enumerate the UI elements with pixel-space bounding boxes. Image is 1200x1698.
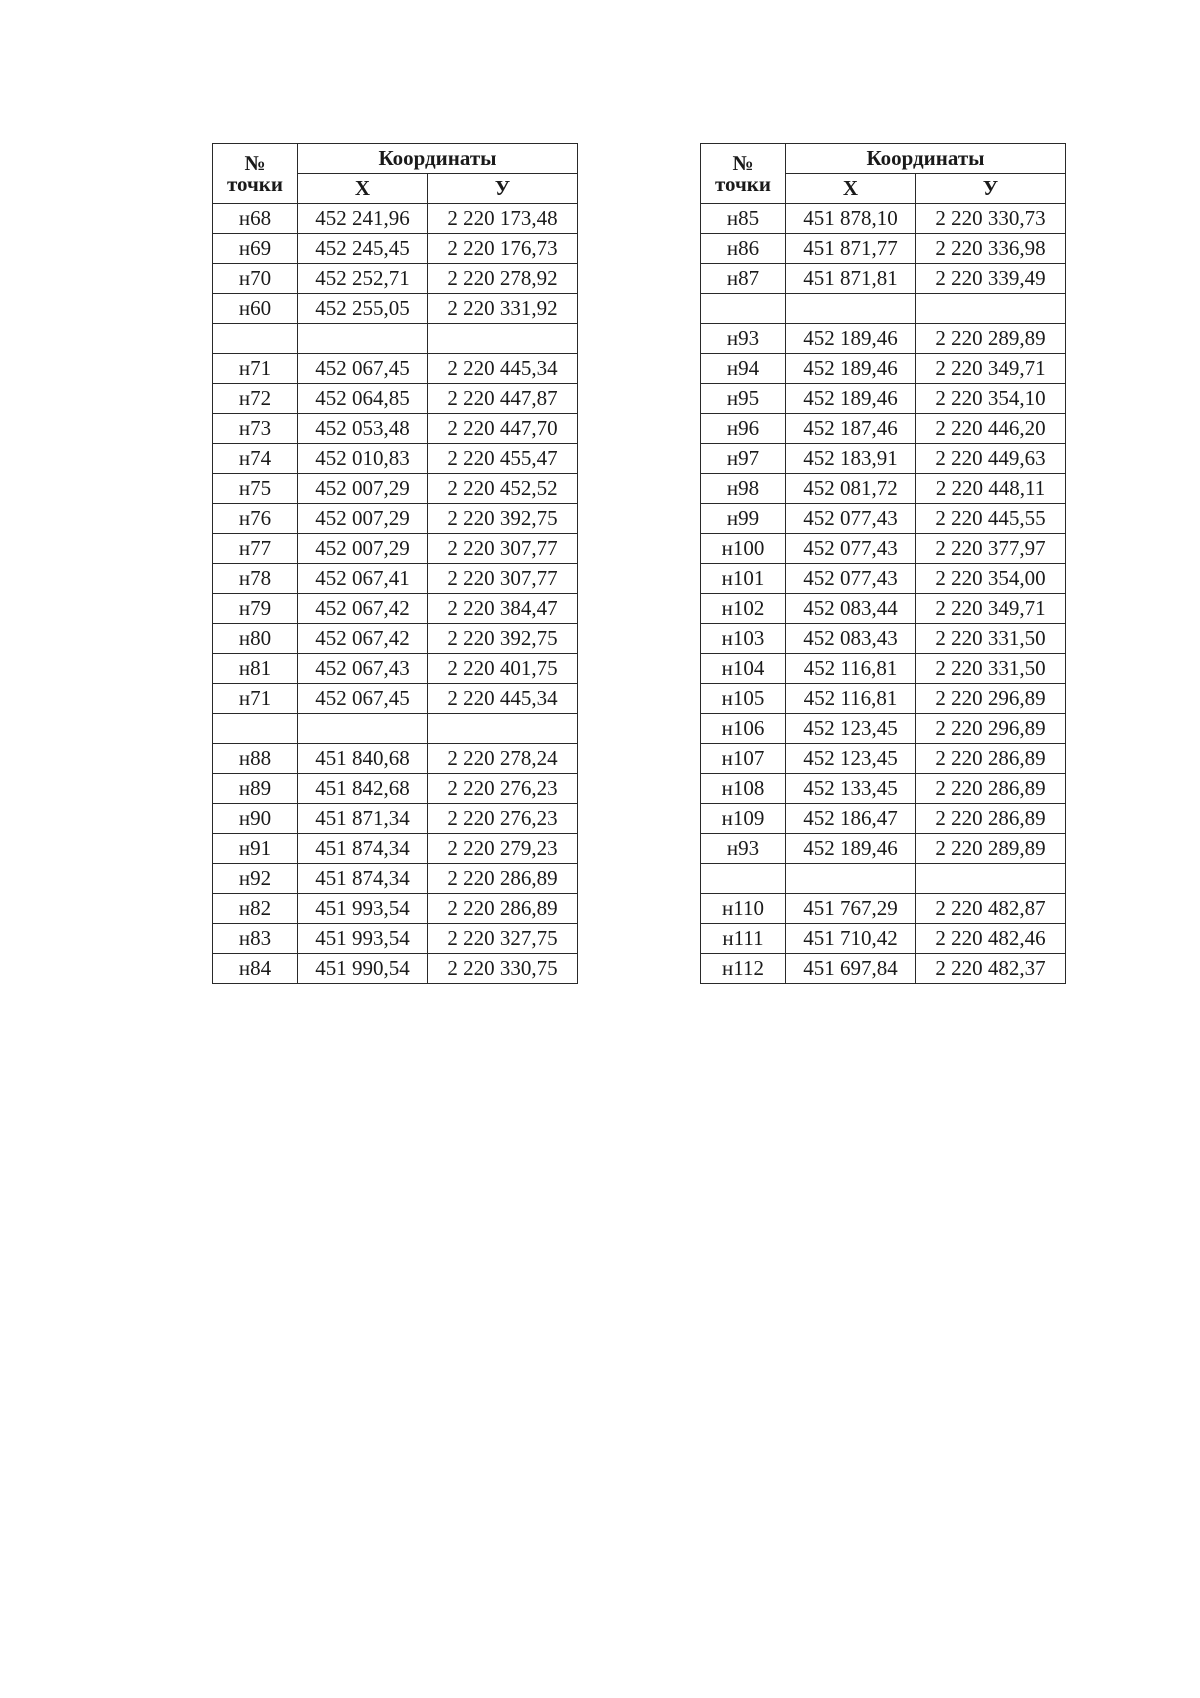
table-row (213, 654, 578, 684)
x-cell: 452 007,29 (298, 534, 428, 564)
table-row (213, 624, 578, 654)
y-cell: 2 220 279,23 (428, 834, 578, 864)
point-cell: н81 (213, 654, 298, 684)
table-row (701, 234, 1066, 264)
y-cell: 2 220 330,75 (428, 954, 578, 984)
point-cell: н112 (701, 954, 786, 984)
point-cell: н93 (701, 834, 786, 864)
x-cell: 452 116,81 (786, 684, 916, 714)
y-cell: 2 220 482,46 (916, 924, 1066, 954)
table-row (213, 804, 578, 834)
y-cell: 2 220 286,89 (916, 774, 1066, 804)
point-cell: н60 (213, 294, 298, 324)
y-cell: 2 220 377,97 (916, 534, 1066, 564)
x-cell: 451 874,34 (298, 834, 428, 864)
x-cell: 451 874,34 (298, 864, 428, 894)
x-cell: 451 871,81 (786, 264, 916, 294)
x-cell: 452 083,43 (786, 624, 916, 654)
table-row (701, 384, 1066, 414)
table-row (701, 294, 1066, 324)
x-cell: 452 241,96 (298, 204, 428, 234)
table-row (701, 624, 1066, 654)
x-cell: 452 067,42 (298, 594, 428, 624)
x-cell: 452 123,45 (786, 714, 916, 744)
point-cell: н111 (701, 924, 786, 954)
x-cell: 452 183,91 (786, 444, 916, 474)
y-cell: 2 220 327,75 (428, 924, 578, 954)
y-cell: 2 220 401,75 (428, 654, 578, 684)
header-number-sign: № (732, 150, 754, 175)
table-row (701, 324, 1066, 354)
table-row (213, 414, 578, 444)
y-cell: 2 220 445,34 (428, 354, 578, 384)
point-cell: н80 (213, 624, 298, 654)
table-row (213, 384, 578, 414)
table-row (213, 234, 578, 264)
table-row (213, 354, 578, 384)
y-cell (428, 714, 578, 744)
point-cell: н74 (213, 444, 298, 474)
table-row (701, 954, 1066, 984)
x-cell: 452 077,43 (786, 564, 916, 594)
x-cell: 452 067,45 (298, 354, 428, 384)
x-cell: 451 993,54 (298, 924, 428, 954)
y-cell: 2 220 482,37 (916, 954, 1066, 984)
x-cell: 451 767,29 (786, 894, 916, 924)
point-cell: н103 (701, 624, 786, 654)
table-row (213, 204, 578, 234)
point-cell (213, 714, 298, 744)
header-x: Х (786, 174, 916, 204)
y-cell: 2 220 307,77 (428, 564, 578, 594)
point-cell: н99 (701, 504, 786, 534)
point-cell: н69 (213, 234, 298, 264)
x-cell (298, 324, 428, 354)
table-row (213, 264, 578, 294)
point-cell: н109 (701, 804, 786, 834)
table-row (213, 834, 578, 864)
x-cell: 452 067,43 (298, 654, 428, 684)
coordinates-table-left (212, 143, 578, 984)
y-cell: 2 220 286,89 (428, 894, 578, 924)
table-row (213, 954, 578, 984)
point-cell: н85 (701, 204, 786, 234)
y-cell: 2 220 354,00 (916, 564, 1066, 594)
point-cell: н107 (701, 744, 786, 774)
point-cell: н105 (701, 684, 786, 714)
y-cell: 2 220 339,49 (916, 264, 1066, 294)
point-cell: н78 (213, 564, 298, 594)
x-cell: 451 993,54 (298, 894, 428, 924)
table-row (701, 744, 1066, 774)
point-cell: н89 (213, 774, 298, 804)
header-coordinates: Координаты (786, 144, 1066, 174)
point-cell (701, 864, 786, 894)
point-cell: н110 (701, 894, 786, 924)
point-cell: н108 (701, 774, 786, 804)
table-row (213, 924, 578, 954)
x-cell (298, 714, 428, 744)
header-coordinates: Координаты (298, 144, 578, 174)
table-row (701, 264, 1066, 294)
point-cell: н92 (213, 864, 298, 894)
point-cell: н84 (213, 954, 298, 984)
y-cell: 2 220 330,73 (916, 204, 1066, 234)
y-cell: 2 220 331,50 (916, 654, 1066, 684)
point-cell: н96 (701, 414, 786, 444)
x-cell: 452 083,44 (786, 594, 916, 624)
y-cell: 2 220 296,89 (916, 714, 1066, 744)
y-cell: 2 220 331,92 (428, 294, 578, 324)
y-cell (916, 864, 1066, 894)
y-cell: 2 220 276,23 (428, 804, 578, 834)
table-row (213, 474, 578, 504)
header-y: У (916, 174, 1066, 204)
table-row (701, 804, 1066, 834)
y-cell: 2 220 276,23 (428, 774, 578, 804)
y-cell: 2 220 455,47 (428, 444, 578, 474)
x-cell: 452 189,46 (786, 834, 916, 864)
point-cell: н75 (213, 474, 298, 504)
header-number-sign: № (244, 150, 266, 175)
point-cell: н93 (701, 324, 786, 354)
table-row (701, 444, 1066, 474)
table-row (213, 564, 578, 594)
point-cell: н87 (701, 264, 786, 294)
x-cell: 452 007,29 (298, 504, 428, 534)
x-cell: 452 081,72 (786, 474, 916, 504)
point-cell: н73 (213, 414, 298, 444)
table-row (701, 894, 1066, 924)
coordinates-table-right (700, 143, 1066, 984)
point-cell: н101 (701, 564, 786, 594)
table-row (213, 864, 578, 894)
y-cell: 2 220 173,48 (428, 204, 578, 234)
y-cell: 2 220 278,24 (428, 744, 578, 774)
y-cell: 2 220 289,89 (916, 324, 1066, 354)
table-row (213, 774, 578, 804)
y-cell (428, 324, 578, 354)
table-row (213, 534, 578, 564)
y-cell: 2 220 331,50 (916, 624, 1066, 654)
point-cell: н79 (213, 594, 298, 624)
y-cell: 2 220 354,10 (916, 384, 1066, 414)
table-row (213, 714, 578, 744)
x-cell: 452 077,43 (786, 534, 916, 564)
x-cell: 452 007,29 (298, 474, 428, 504)
point-cell: н76 (213, 504, 298, 534)
x-cell: 452 255,05 (298, 294, 428, 324)
y-cell: 2 220 445,34 (428, 684, 578, 714)
x-cell: 451 840,68 (298, 744, 428, 774)
point-cell: н102 (701, 594, 786, 624)
table-row (701, 684, 1066, 714)
table-row (701, 354, 1066, 384)
table-row (213, 324, 578, 354)
x-cell: 452 053,48 (298, 414, 428, 444)
x-cell: 452 077,43 (786, 504, 916, 534)
y-cell: 2 220 448,11 (916, 474, 1066, 504)
y-cell: 2 220 392,75 (428, 504, 578, 534)
x-cell: 452 189,46 (786, 324, 916, 354)
y-cell: 2 220 336,98 (916, 234, 1066, 264)
y-cell: 2 220 392,75 (428, 624, 578, 654)
x-cell: 451 710,42 (786, 924, 916, 954)
x-cell: 451 871,34 (298, 804, 428, 834)
x-cell: 451 697,84 (786, 954, 916, 984)
header-y: У (428, 174, 578, 204)
point-cell: н104 (701, 654, 786, 684)
x-cell: 452 245,45 (298, 234, 428, 264)
table-row (701, 654, 1066, 684)
table-row (701, 864, 1066, 894)
table-row (701, 564, 1066, 594)
point-cell: н106 (701, 714, 786, 744)
point-cell: н71 (213, 354, 298, 384)
point-cell: н95 (701, 384, 786, 414)
table-row (701, 204, 1066, 234)
table-row (701, 834, 1066, 864)
point-cell: н88 (213, 744, 298, 774)
y-cell: 2 220 307,77 (428, 534, 578, 564)
table-row (701, 474, 1066, 504)
header-point-number (213, 144, 298, 204)
x-cell: 452 067,45 (298, 684, 428, 714)
y-cell: 2 220 286,89 (428, 864, 578, 894)
x-cell: 452 010,83 (298, 444, 428, 474)
x-cell: 452 067,42 (298, 624, 428, 654)
y-cell: 2 220 482,87 (916, 894, 1066, 924)
y-cell: 2 220 447,87 (428, 384, 578, 414)
x-cell: 452 189,46 (786, 354, 916, 384)
table-body-left (213, 204, 578, 984)
y-cell: 2 220 349,71 (916, 594, 1066, 624)
point-cell (213, 324, 298, 354)
point-cell: н77 (213, 534, 298, 564)
table-row (213, 684, 578, 714)
y-cell: 2 220 176,73 (428, 234, 578, 264)
point-cell: н94 (701, 354, 786, 384)
x-cell: 452 116,81 (786, 654, 916, 684)
y-cell: 2 220 452,52 (428, 474, 578, 504)
table-row (213, 504, 578, 534)
x-cell: 452 189,46 (786, 384, 916, 414)
x-cell: 451 878,10 (786, 204, 916, 234)
table-row (213, 594, 578, 624)
y-cell: 2 220 445,55 (916, 504, 1066, 534)
x-cell: 452 064,85 (298, 384, 428, 414)
point-cell: н97 (701, 444, 786, 474)
table-row (213, 444, 578, 474)
y-cell: 2 220 296,89 (916, 684, 1066, 714)
point-cell: н90 (213, 804, 298, 834)
y-cell: 2 220 286,89 (916, 744, 1066, 774)
y-cell (916, 294, 1066, 324)
point-cell: н72 (213, 384, 298, 414)
table-row (701, 774, 1066, 804)
point-cell: н100 (701, 534, 786, 564)
point-cell: н83 (213, 924, 298, 954)
x-cell: 452 123,45 (786, 744, 916, 774)
table-row (213, 894, 578, 924)
x-cell: 452 186,47 (786, 804, 916, 834)
y-cell: 2 220 286,89 (916, 804, 1066, 834)
table-body-right (701, 204, 1066, 984)
x-cell (786, 294, 916, 324)
x-cell: 452 133,45 (786, 774, 916, 804)
x-cell: 452 067,41 (298, 564, 428, 594)
table-row (701, 924, 1066, 954)
point-cell (701, 294, 786, 324)
header-point-number (701, 144, 786, 204)
x-cell: 451 871,77 (786, 234, 916, 264)
table-row (701, 414, 1066, 444)
point-cell: н82 (213, 894, 298, 924)
point-cell: н86 (701, 234, 786, 264)
header-x: Х (298, 174, 428, 204)
y-cell: 2 220 449,63 (916, 444, 1066, 474)
x-cell: 452 187,46 (786, 414, 916, 444)
point-cell: н71 (213, 684, 298, 714)
table-row (213, 744, 578, 774)
table-row (701, 534, 1066, 564)
table-row (213, 294, 578, 324)
table-row (701, 714, 1066, 744)
y-cell: 2 220 384,47 (428, 594, 578, 624)
y-cell: 2 220 289,89 (916, 834, 1066, 864)
y-cell: 2 220 446,20 (916, 414, 1066, 444)
point-cell: н70 (213, 264, 298, 294)
point-cell: н91 (213, 834, 298, 864)
header-point-word: точки (226, 171, 284, 196)
table-row (701, 504, 1066, 534)
y-cell: 2 220 349,71 (916, 354, 1066, 384)
header-point-word: точки (714, 171, 772, 196)
x-cell: 452 252,71 (298, 264, 428, 294)
x-cell (786, 864, 916, 894)
table-row (701, 594, 1066, 624)
x-cell: 451 990,54 (298, 954, 428, 984)
point-cell: н98 (701, 474, 786, 504)
point-cell: н68 (213, 204, 298, 234)
x-cell: 451 842,68 (298, 774, 428, 804)
y-cell: 2 220 278,92 (428, 264, 578, 294)
y-cell: 2 220 447,70 (428, 414, 578, 444)
